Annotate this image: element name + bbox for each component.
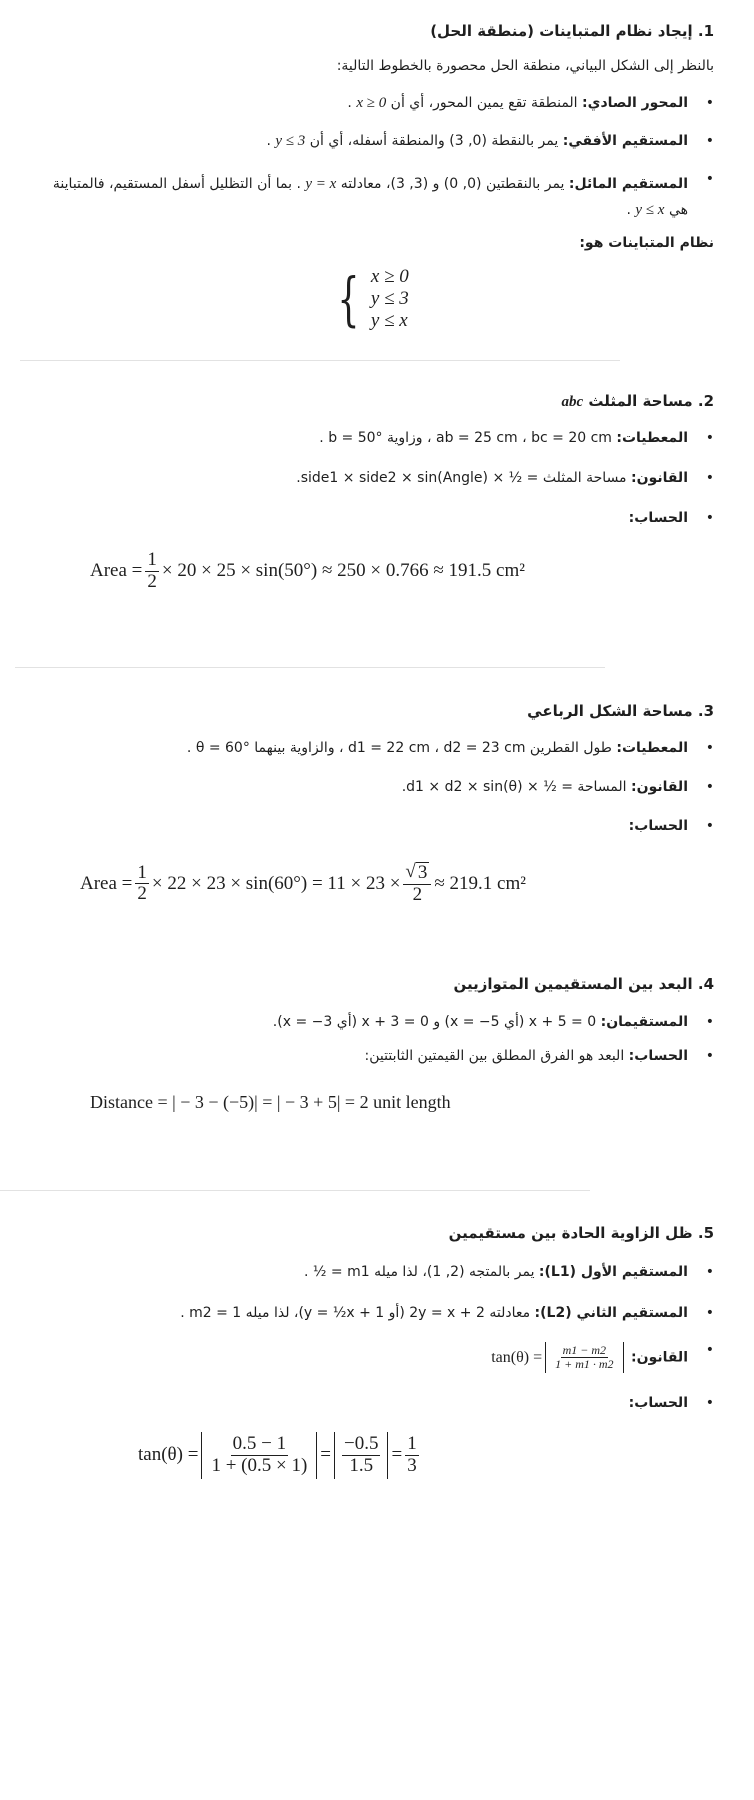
divider-2 bbox=[15, 667, 605, 668]
result-fraction: $\frac{1}{3}$ bbox=[407, 1433, 417, 1476]
section-4-title: 4. البعد بين المستقيمين المتوازيين bbox=[453, 975, 714, 993]
section-4-distance-equation: Distance = | − 3 − (−5)| = | − 3 + 5| = 2 unit length bbox=[90, 1092, 451, 1112]
section-3-area-equation: Area = $\frac{1}{2}$ × 22 × 23 × sin(60°) = 11 × 23 × √ 3 2 ≈ 219.1 cm² bbox=[80, 861, 526, 905]
section-3-law: • القانون: المساحة = ½ × d1 × d2 × sin(θ). bbox=[402, 779, 714, 795]
section-4-calc: • الحساب: البعد هو الفرق المطلق بين القيمتين الثابتتين: bbox=[365, 1048, 714, 1064]
inequality-2: y ≤ 3 bbox=[370, 287, 409, 309]
section-3-given: • المعطيات: طول القطرين d1 = 22 cm ، d2 = 23 cm ، والزاوية بينهما θ = 60° . bbox=[187, 740, 714, 756]
section-5-line-1: • المستقيم الأول (L1): يمر بالمتجه (2, 1)، لذا ميله m1 = ½ . bbox=[304, 1264, 714, 1280]
section-1-intro: بالنظر إلى الشكل البياني، منطقة الحل محصورة بالخطوط التالية: bbox=[336, 58, 714, 74]
inequality-system bbox=[330, 266, 409, 332]
section-5-calc-label: • الحساب: bbox=[629, 1395, 714, 1411]
section-5-line-2: • المستقيم الثاني (L2): معادلته 2y = x + 2 (أو y = ½x + 1)، لذا ميله m2 = 1 . bbox=[180, 1305, 714, 1321]
section-5-tan-equation: tan(θ) = $\frac{0.5 - 1}{1 + (0.5 \times 1)}$ = $\frac{-0.5}{1.5}$ = $\frac{1}{3}$ bbox=[138, 1432, 422, 1479]
divider-3 bbox=[0, 1190, 590, 1191]
section-1-bullet-horizontal: • المستقيم الأفقي: يمر بالنقطة (0, 3) والمنطقة أسفله، أي أن y ≤ 3 . bbox=[267, 133, 715, 150]
abs-value-formula: $\frac{m1 - m2}{1 + m1 \cdot m2}$ bbox=[545, 1342, 623, 1373]
abs-value-1: $\frac{0.5 - 1}{1 + (0.5 \times 1)}$ bbox=[201, 1432, 317, 1479]
section-2-law: • القانون: مساحة المثلث = ½ × side1 × side2 × sin(Angle). bbox=[296, 470, 714, 486]
section-4-lines: • المستقيمان: x + 5 = 0 (أي x = −5) و x + 3 = 0 (أي x = −3). bbox=[273, 1014, 714, 1030]
section-2-title: 2. مساحة المثلث abc bbox=[561, 392, 714, 410]
inequality-1: x ≥ 0 bbox=[370, 266, 409, 287]
section-3-calc-label: • الحساب: bbox=[629, 818, 714, 834]
section-5-title: 5. ظل الزاوية الحادة بين مستقيمين bbox=[448, 1224, 714, 1242]
section-1-system-label: نظام المتباينات هو: bbox=[579, 235, 714, 251]
root-fraction: √ 3 2 bbox=[403, 862, 431, 906]
divider-1 bbox=[20, 360, 620, 361]
section-5-law: • القانون: tan(θ) = $\frac{m1 - m2}{1 + m1 \cdot m2}$ bbox=[491, 1342, 714, 1373]
half-fraction: $\frac{1}{2}$ bbox=[147, 549, 157, 592]
half-fraction: $\frac{1}{2}$ bbox=[137, 861, 147, 905]
section-1-title: 1. إيجاد نظام المتباينات (منطقة الحل) bbox=[430, 22, 714, 40]
section-1-bullet-y-axis: • المحور الصادي: المنطقة تقع يمين المحور، أي أن x ≥ 0 . bbox=[347, 95, 714, 112]
system-brace: { bbox=[337, 264, 360, 333]
section-2-area-equation: Area = $\frac{1}{2}$ × 20 × 25 × sin(50°) ≈ 250 × 0.766 ≈ 191.5 cm² bbox=[90, 549, 525, 592]
section-2-calc-label: • الحساب: bbox=[629, 510, 714, 526]
inequality-3: y ≤ x bbox=[370, 309, 408, 331]
abs-value-2: $\frac{-0.5}{1.5}$ bbox=[334, 1432, 388, 1479]
section-2-given: • المعطيات: ab = 25 cm ، bc = 20 cm ، وزاوية b = 50° . bbox=[319, 430, 714, 446]
section-3-title: 3. مساحة الشكل الرباعي bbox=[527, 702, 714, 720]
section-1-bullet-diagonal: • المستقيم المائل: يمر بالنقطتين (0, 0) و (3, 3)، معادلته y = x . بما أن التظليل أسفل المستقيم، فالمتباينة هي y ≤ x . bbox=[34, 171, 714, 223]
